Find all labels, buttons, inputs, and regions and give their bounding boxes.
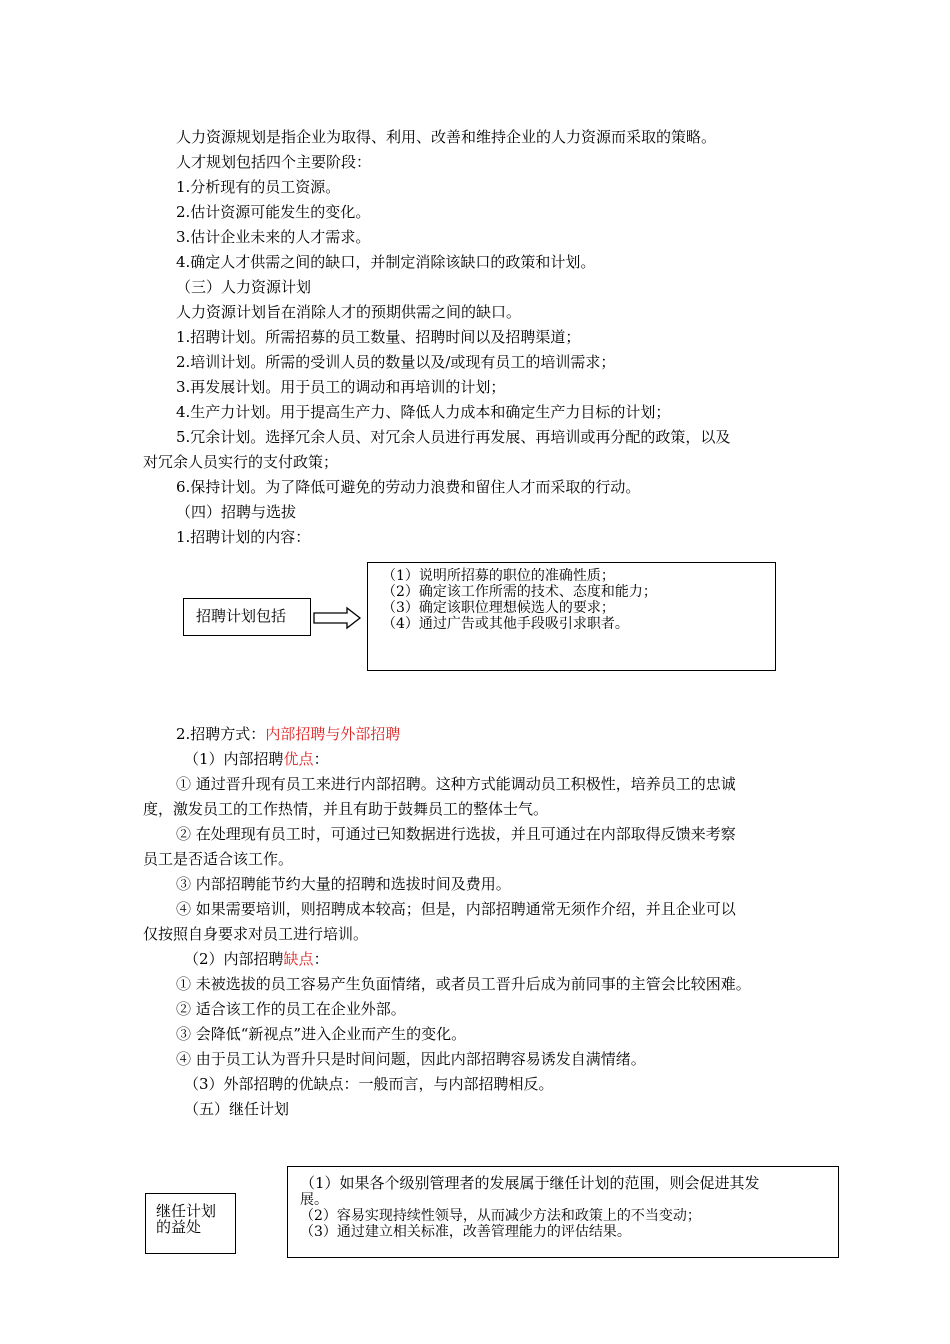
cons-item: ② 适合该工作的员工在企业外部。	[176, 1000, 406, 1018]
list-item: （1）如果各个级别管理者的发展属于继任计划的范围，则会促进其发	[300, 1174, 760, 1192]
recruit-plan-content-box	[367, 562, 776, 671]
cons-item: ① 未被选拔的员工容易产生负面情绪，或者员工晋升后成为前同事的主管会比较困难。	[176, 975, 751, 993]
succession-label-line2: 的益处	[156, 1218, 202, 1236]
list-item: （3）通过建立相关标准，改善管理能力的评估结果。	[300, 1224, 631, 1240]
cons-item: ④ 由于员工认为晋升只是时间问题，因此内部招聘容易诱发自满情绪。	[176, 1050, 646, 1068]
pros-item-continued: 度，激发员工的工作热情，并且有助于鼓舞员工的整体士气。	[143, 800, 549, 818]
recruit-methods-prefix: 2.招聘方式：	[176, 725, 266, 743]
paragraph-plan-intro: 人力资源计划旨在消除人才的预期供需之间的缺口。	[176, 303, 522, 321]
section-heading-5: （五）继任计划	[184, 1100, 290, 1118]
list-item: 5.冗余计划。选择冗余人员、对冗余人员进行再发展、再培训或再分配的政策，以及	[176, 428, 731, 446]
pros-item-continued: 员工是否适合该工作。	[143, 850, 294, 868]
external-recruit-line: （3）外部招聘的优缺点：一般而言，与内部招聘相反。	[184, 1075, 554, 1093]
list-item-continued: 对冗余人员实行的支付政策；	[143, 453, 339, 471]
list-item-continued: 展。	[300, 1192, 328, 1208]
list-item: （1）说明所招募的职位的准确性质；	[382, 568, 615, 584]
recruit-plan-label-box	[183, 598, 311, 636]
internal-cons-highlight: 缺点	[283, 950, 314, 968]
list-item: （2）容易实现持续性领导，从而减少方法和政策上的不当变动；	[300, 1208, 701, 1224]
internal-pros-heading	[184, 749, 329, 769]
recruit-methods-highlight: 内部招聘与外部招聘	[265, 725, 401, 743]
list-item: （4）通过广告或其他手段吸引求职者。	[382, 616, 629, 632]
double-arrow-icon	[313, 606, 363, 630]
succession-benefits-box	[287, 1166, 839, 1258]
list-item: 1.招聘计划。所需招募的员工数量、招聘时间以及招聘渠道；	[176, 328, 581, 346]
list-item: 2.培训计划。所需的受训人员的数量以及/或现有员工的培训需求；	[176, 353, 616, 371]
list-item: （2）确定该工作所需的技术、态度和能力；	[382, 584, 657, 600]
pros-item: ③ 内部招聘能节约大量的招聘和选拔时间及费用。	[176, 875, 511, 893]
recruit-plan-label: 招聘计划包括	[196, 607, 287, 625]
list-item: 1.分析现有的员工资源。	[176, 178, 341, 196]
list-item: 6.保持计划。为了降低可避免的劳动力浪费和留住人才而采取的行动。	[176, 478, 641, 496]
pros-item-continued: 仅按照自身要求对员工进行培训。	[143, 925, 369, 943]
list-item: 2.估计资源可能发生的变化。	[176, 203, 371, 221]
internal-cons-heading	[184, 949, 329, 969]
internal-pros-prefix: （1）内部招聘	[184, 750, 284, 768]
internal-cons-suffix: ：	[313, 950, 329, 968]
internal-pros-suffix: ：	[313, 750, 329, 768]
list-item: 4.确定人才供需之间的缺口，并制定消除该缺口的政策和计划。	[176, 253, 596, 271]
section-heading-4: （四）招聘与选拔	[176, 503, 297, 521]
section-heading-3: （三）人力资源计划	[176, 278, 312, 296]
pros-item: ① 通过晋升现有员工来进行内部招聘。这种方式能调动员工积极性，培养员工的忠诚	[176, 775, 736, 793]
succession-label-box	[145, 1193, 236, 1254]
list-item: （3）确定该职位理想候选人的要求；	[382, 600, 615, 616]
pros-item: ④ 如果需要培训，则招聘成本较高；但是，内部招聘通常无须作介绍，并且企业可以	[176, 900, 736, 918]
subsection-heading: 1.招聘计划的内容：	[176, 528, 311, 546]
recruit-methods-line	[176, 724, 400, 744]
paragraph-intro: 人力资源规划是指企业为取得、利用、改善和维持企业的人力资源而采取的策略。	[176, 128, 717, 146]
paragraph-stages-heading: 人才规划包括四个主要阶段：	[176, 153, 372, 171]
list-item: 4.生产力计划。用于提高生产力、降低人力成本和确定生产力目标的计划；	[176, 403, 671, 421]
pros-item: ② 在处理现有员工时，可通过已知数据进行选拔，并且可通过在内部取得反馈来考察	[176, 825, 736, 843]
internal-pros-highlight: 优点	[283, 750, 314, 768]
cons-item: ③ 会降低“新视点”进入企业而产生的变化。	[176, 1025, 467, 1043]
list-item: 3.估计企业未来的人才需求。	[176, 228, 371, 246]
list-item: 3.再发展计划。用于员工的调动和再培训的计划；	[176, 378, 506, 396]
internal-cons-prefix: （2）内部招聘	[184, 950, 284, 968]
succession-label-line1: 继任计划	[156, 1202, 217, 1220]
